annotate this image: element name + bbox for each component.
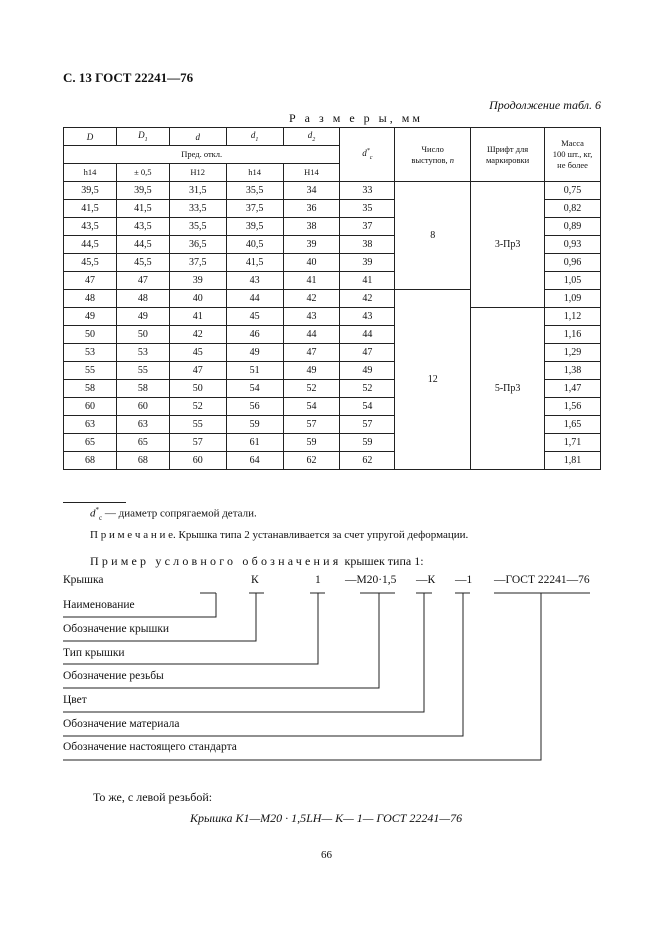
mass-cell: 0,89 — [545, 218, 601, 236]
table-cell: 39,5 — [64, 182, 117, 200]
table-cell: 62 — [340, 452, 395, 470]
col-d2: $d_2$ — [283, 128, 340, 146]
table-cell: 54 — [226, 380, 283, 398]
table-caption: Р а з м е р ы, мм — [289, 111, 423, 125]
mass-cell: 1,47 — [545, 380, 601, 398]
table-cell: 43 — [226, 272, 283, 290]
leader-standard — [63, 593, 541, 760]
table-cell: 49 — [283, 362, 340, 380]
table-cell: 44 — [283, 326, 340, 344]
table-cell: 54 — [340, 398, 395, 416]
token-standard: —ГОСТ 22241—76 — [494, 574, 590, 586]
table-cell: 44,5 — [64, 236, 117, 254]
mass-cell: 1,29 — [545, 344, 601, 362]
mass-cell: 0,96 — [545, 254, 601, 272]
table-cell: 51 — [226, 362, 283, 380]
mass-cell: 1,38 — [545, 362, 601, 380]
table-cell: 64 — [226, 452, 283, 470]
table-cell: 63 — [64, 416, 117, 434]
label-standard: Обозначение настоящего стандарта — [63, 741, 237, 753]
table-cell: 59 — [226, 416, 283, 434]
table-cell: 43,5 — [116, 218, 169, 236]
table-cell: 57 — [340, 416, 395, 434]
table-cell: 39,5 — [116, 182, 169, 200]
table-cell: 59 — [283, 434, 340, 452]
token-type: 1 — [315, 574, 321, 586]
table-cell: 55 — [116, 362, 169, 380]
leader-type — [63, 593, 318, 664]
label-cover-code: Обозначение крышки — [63, 623, 170, 635]
token-name: Крышка — [63, 574, 104, 586]
left-thread-designation: Крышка К1—М20 · 1,5LH— К— 1— ГОСТ 22241—76 — [190, 811, 463, 825]
table-cell: 43 — [283, 308, 340, 326]
table-cell: 38 — [340, 236, 395, 254]
leader-name — [63, 593, 216, 617]
table-cell: 45 — [226, 308, 283, 326]
col-d: d — [169, 128, 226, 146]
table-cell: 40,5 — [226, 236, 283, 254]
table-cell: 53 — [64, 344, 117, 362]
table-cell: 59 — [340, 434, 395, 452]
table-cell: 57 — [169, 434, 226, 452]
table-cell: 37,5 — [226, 200, 283, 218]
table-cell: 37 — [340, 218, 395, 236]
table-cell: 56 — [226, 398, 283, 416]
table-cell: 68 — [116, 452, 169, 470]
mass-cell: 1,09 — [545, 290, 601, 308]
table-cell: 39,5 — [226, 218, 283, 236]
col-font: Шрифт для маркировки — [471, 128, 545, 182]
table-cell: 49 — [226, 344, 283, 362]
table-continuation-note: Продолжение табл. 6 — [489, 98, 601, 112]
label-material: Обозначение материала — [63, 718, 180, 730]
table-cell: 44 — [340, 326, 395, 344]
left-thread-label: То же, с левой резьбой: — [93, 790, 213, 804]
table-cell: 41,5 — [116, 200, 169, 218]
table-cell: 39 — [169, 272, 226, 290]
table-cell: 43,5 — [64, 218, 117, 236]
mass-cell: 1,71 — [545, 434, 601, 452]
table-cell: 42 — [340, 290, 395, 308]
tolerance-cell: ± 0,5 — [116, 164, 169, 182]
table-cell: 65 — [116, 434, 169, 452]
table-cell: 33 — [340, 182, 395, 200]
mass-cell: 1,05 — [545, 272, 601, 290]
mass-cell: 1,65 — [545, 416, 601, 434]
tolerance-cell: h14 — [226, 164, 283, 182]
table-cell: 57 — [283, 416, 340, 434]
token-cover-code: К — [251, 574, 259, 586]
table-cell: 37,5 — [169, 254, 226, 272]
page-number: 66 — [321, 849, 332, 861]
table-cell: 45 — [169, 344, 226, 362]
table-cell: 50 — [64, 326, 117, 344]
table-cell: 60 — [64, 398, 117, 416]
table-cell: 55 — [169, 416, 226, 434]
col-D1: $D_1$ — [116, 128, 169, 146]
table-cell: 35 — [340, 200, 395, 218]
table-cell: 33,5 — [169, 200, 226, 218]
table-cell: 41 — [340, 272, 395, 290]
tolerance-cell: h14 — [64, 164, 117, 182]
table-cell: 39 — [283, 236, 340, 254]
mass-cell: 1,81 — [545, 452, 601, 470]
page-title: С. 13 ГОСТ 22241—76 — [63, 70, 194, 85]
col-projections: Число выступов, n — [395, 128, 471, 182]
table-cell: 52 — [340, 380, 395, 398]
table-cell: 41 — [169, 308, 226, 326]
table-cell: 58 — [116, 380, 169, 398]
col-d1: $d_1$ — [226, 128, 283, 146]
table-cell: 54 — [283, 398, 340, 416]
tolerance-cell: H12 — [169, 164, 226, 182]
token-material: —1 — [455, 574, 473, 586]
table-cell: 52 — [169, 398, 226, 416]
table-cell: 44 — [226, 290, 283, 308]
table-cell: 40 — [169, 290, 226, 308]
table-cell: 45,5 — [64, 254, 117, 272]
table-cell: 35,5 — [226, 182, 283, 200]
table-cell: 48 — [116, 290, 169, 308]
font-group-1: 3-Пр3 — [471, 182, 545, 308]
table-cell: 68 — [64, 452, 117, 470]
table-cell: 34 — [283, 182, 340, 200]
mass-cell: 0,82 — [545, 200, 601, 218]
token-color: —К — [416, 574, 436, 586]
table-cell: 58 — [64, 380, 117, 398]
table-cell: 43 — [340, 308, 395, 326]
table-cell: 41 — [283, 272, 340, 290]
table-cell: 47 — [340, 344, 395, 362]
col-mass: Масса 100 шт., кг, не более — [545, 128, 601, 182]
table-cell: 40 — [283, 254, 340, 272]
table-cell: 44,5 — [116, 236, 169, 254]
table-cell: 45,5 — [116, 254, 169, 272]
table-cell: 48 — [64, 290, 117, 308]
table-cell: 47 — [169, 362, 226, 380]
projections-group-1: 8 — [395, 182, 471, 290]
label-thread: Обозначение резьбы — [63, 670, 164, 682]
col-dc: $d^*_c$ — [340, 128, 395, 182]
table-cell: 41,5 — [64, 200, 117, 218]
leader-color — [63, 593, 424, 712]
table-cell: 42 — [169, 326, 226, 344]
mass-cell: 0,75 — [545, 182, 601, 200]
table-cell: 60 — [116, 398, 169, 416]
tolerance-cell: H14 — [283, 164, 340, 182]
table-cell: 31,5 — [169, 182, 226, 200]
mass-cell: 1,12 — [545, 308, 601, 326]
label-type: Тип крышки — [63, 647, 125, 659]
mass-cell: 1,56 — [545, 398, 601, 416]
table-cell: 35,5 — [169, 218, 226, 236]
table-cell: 61 — [226, 434, 283, 452]
col-D: D — [64, 128, 117, 146]
table-cell: 47 — [283, 344, 340, 362]
footnote: $d^*_c$ — диаметр сопрягаемой детали. — [90, 506, 257, 522]
table-cell: 63 — [116, 416, 169, 434]
projections-group-2: 12 — [395, 290, 471, 470]
table-cell: 50 — [116, 326, 169, 344]
table-cell: 39 — [340, 254, 395, 272]
label-name: Наименование — [63, 599, 135, 611]
font-group-2: 5-Пр3 — [471, 308, 545, 470]
table-cell: 52 — [283, 380, 340, 398]
mass-cell: 1,16 — [545, 326, 601, 344]
table-cell: 47 — [116, 272, 169, 290]
note: П р и м е ч а н и е. Крышка типа 2 устанавливается за счет упругой деформации. — [90, 529, 469, 541]
table-cell: 42 — [283, 290, 340, 308]
table-cell: 36 — [283, 200, 340, 218]
token-thread: —М20·1,5 — [345, 574, 397, 586]
table-cell: 60 — [169, 452, 226, 470]
table-cell: 49 — [116, 308, 169, 326]
table-cell: 53 — [116, 344, 169, 362]
table-cell: 55 — [64, 362, 117, 380]
label-color: Цвет — [63, 694, 87, 706]
table-cell: 47 — [64, 272, 117, 290]
table-cell: 36,5 — [169, 236, 226, 254]
table-cell: 50 — [169, 380, 226, 398]
table-cell: 41,5 — [226, 254, 283, 272]
tolerance-header: Пред. откл. — [64, 146, 340, 164]
table-cell: 38 — [283, 218, 340, 236]
table-cell: 49 — [340, 362, 395, 380]
table-cell: 62 — [283, 452, 340, 470]
mass-cell: 0,93 — [545, 236, 601, 254]
table-cell: 65 — [64, 434, 117, 452]
example-caption: Пример условного обозначения крышек типа 1: — [90, 554, 424, 568]
table-cell: 46 — [226, 326, 283, 344]
table-cell: 49 — [64, 308, 117, 326]
